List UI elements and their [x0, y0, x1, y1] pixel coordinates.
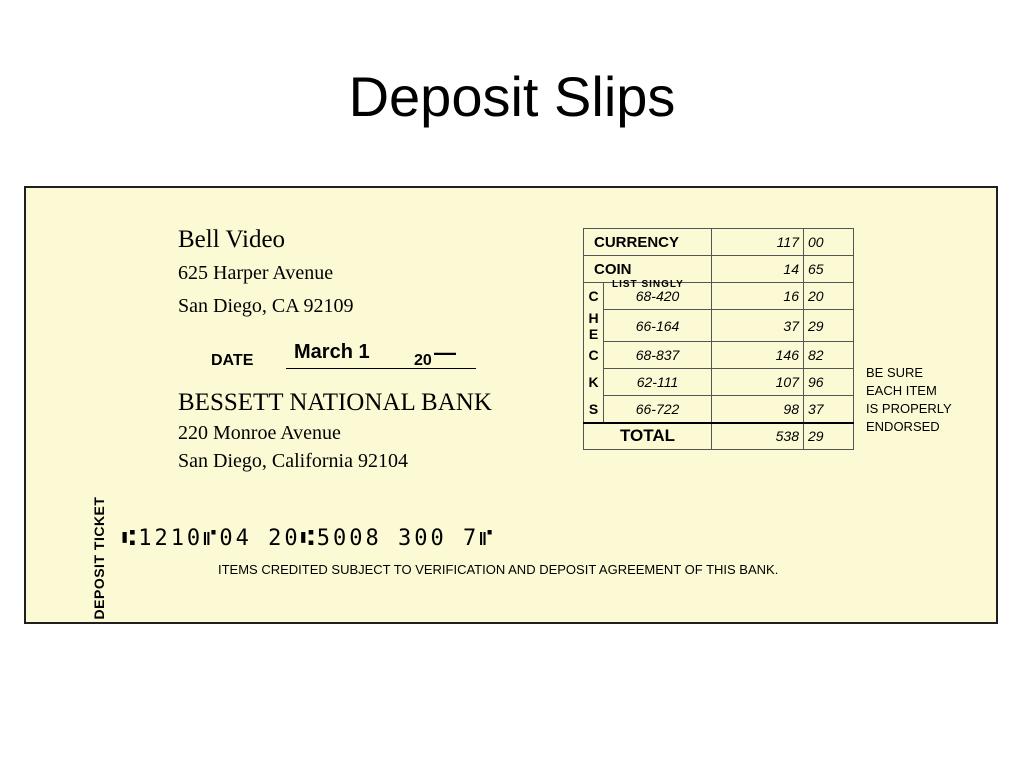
business-name: Bell Video: [178, 226, 286, 253]
check-cents: 96: [804, 369, 854, 396]
check-number: 62-111: [604, 369, 712, 396]
currency-label: CURRENCY: [584, 229, 712, 256]
table-row: [584, 283, 854, 310]
date-line: [286, 368, 476, 369]
date-year-prefix: 20: [414, 352, 432, 369]
business-address-line2: San Diego, CA 92109: [178, 295, 354, 317]
checks-letter: C: [584, 342, 604, 369]
checks-letter-e: E: [588, 325, 599, 342]
endorse-line: ENDORSED: [866, 419, 940, 434]
coin-label: COIN: [584, 256, 712, 283]
check-number: [604, 279, 712, 310]
total-cents: 29: [804, 423, 854, 450]
micr-line: ⑆1210⑈04 20⑆5008 300 7⑈: [122, 526, 496, 551]
checks-letter: S: [584, 396, 604, 423]
check-dollars: 16: [712, 283, 804, 310]
check-number: 66-164: [604, 310, 712, 342]
check-dollars: 146: [712, 342, 804, 369]
endorse-note: [866, 364, 952, 436]
coin-dollars: 14: [712, 256, 804, 283]
table-row: [584, 342, 854, 369]
date-label: DATE: [211, 352, 254, 369]
check-cents: 82: [804, 342, 854, 369]
table-row: [584, 229, 854, 256]
side-label: [79, 488, 119, 628]
checks-letter: C: [584, 283, 604, 310]
check-cents: 29: [804, 310, 854, 342]
check-dollars: 37: [712, 310, 804, 342]
endorse-line: IS PROPERLY: [866, 401, 952, 416]
bank-name: BESSETT NATIONAL BANK: [178, 389, 492, 416]
date-value: March 1: [294, 341, 370, 363]
checks-letter: [584, 310, 604, 342]
total-row: [584, 423, 854, 450]
deposit-table: [583, 228, 854, 450]
table-row: [584, 310, 854, 342]
total-label: TOTAL: [584, 423, 712, 450]
endorse-line: BE SURE: [866, 365, 924, 380]
currency-dollars: 117: [712, 229, 804, 256]
bank-address-line1: 220 Monroe Avenue: [178, 422, 341, 444]
list-singly-label: LIST SINGLY: [612, 279, 684, 290]
table-row: [584, 369, 854, 396]
check-dollars: 98: [712, 396, 804, 423]
business-address-line1: 625 Harper Avenue: [178, 262, 334, 284]
check-number-text: 68-420: [635, 288, 680, 304]
deposit-slip: [24, 186, 998, 624]
date-year-suffix: —: [434, 340, 456, 365]
check-number: 66-722: [604, 396, 712, 423]
disclaimer: ITEMS CREDITED SUBJECT TO VERIFICATION AND DEPOSIT AGREEMENT OF THIS BANK.: [218, 562, 779, 577]
checks-letter-h: H: [588, 309, 599, 326]
check-dollars: 107: [712, 369, 804, 396]
coin-cents: 65: [804, 256, 854, 283]
bank-address-line2: San Diego, California 92104: [178, 450, 408, 472]
endorse-line: EACH ITEM: [866, 383, 937, 398]
page-title: Deposit Slips: [348, 65, 676, 128]
check-cents: 37: [804, 396, 854, 423]
side-label-text: DEPOSIT TICKET: [91, 496, 107, 620]
currency-cents: 00: [804, 229, 854, 256]
table-row: [584, 396, 854, 423]
check-number: 68-837: [604, 342, 712, 369]
checks-letter: K: [584, 369, 604, 396]
check-cents: 20: [804, 283, 854, 310]
total-dollars: 538: [712, 423, 804, 450]
